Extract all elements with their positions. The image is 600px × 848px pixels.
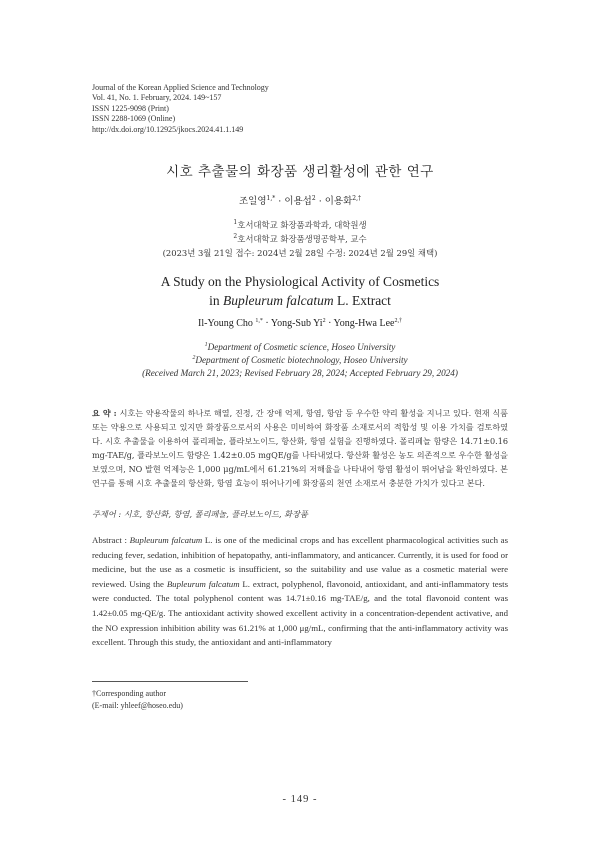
authors-english [0,318,600,329]
author-email[interactable]: (E-mail: yhleef@hoseo.edu) [92,701,183,710]
doi-link[interactable]: http://dx.doi.org/10.12925/jkocs.2024.41.1.149 [92,124,244,134]
title-english-line1: A Study on the Physiological Activity of Cosmetics [160,274,440,289]
abstract-korean [92,406,508,491]
author-2-sup: 2 [311,195,316,202]
author-1-sup: 1,* [266,195,276,202]
footnote [92,688,183,712]
authors-korean [0,193,600,207]
affiliation-en-2 [0,355,600,365]
author-1-name: Il-Young Cho [198,318,256,329]
affiliation-text: Department of Cosmetic biotechnology, Hoseo University [195,355,408,365]
dates-english: (Received March 21, 2023; Revised February 28, 2024; Accepted February 29, 2024) [142,368,458,378]
affiliation-text: 호서대학교 화장품과학과, 대학원생 [237,220,367,230]
issn-online: ISSN 2288-1069 (Online) [92,114,176,124]
abstract-korean-text: 시호는 약용작물의 하나로 해열, 진정, 간 장애 억제, 항염, 항암 등 우수한 약리 활성을 지니고 있다. 현재 식품 또는 약용으로 사용되고 있지만 화장품으로서의 사용은 미비하여 화장품 소재로서의 적합성 및 이용 가치를 검토하였다. 시호 추출물을 이용하여 폴리페놀, 플라보노이드, 항산화, 항염 실험을 진행하였다. 폴리페놀 함량은 14.71±0.16 mg-TAE/g, 플라보노이드 함량은 1.42±0.05 mgQE/g를 나타내었다. 항산화 활성은 농도 의존적으로 우수한 활성을 보였으며, NO 발현 억제능은 1,000 μg/mL에서 61.21%의 저해율을 나타내어 항염 활성이 뛰어남을 확인하였다. 본 연구를 통해 시호 추출물의 항산화, 항염 효능이 뛰어나기에 화장품의 천연 소재로서 충분한 가치가 있다고 본다. [92,408,508,489]
affiliation-en-1 [0,342,600,352]
author-3-name: Yong-Hwa Lee [333,318,395,329]
abstract-english [92,533,508,650]
title-english-line2 [0,291,600,310]
author-3-name: 이용화 [324,196,353,207]
title-text: in [209,293,223,308]
affiliation-ko-2 [0,233,600,245]
author-2-name: 이용섭 [284,196,312,207]
author-separator: · [325,318,334,329]
author-3-sup: 2,† [394,318,402,324]
dates-korean: (2023년 3월 21일 접수: 2024년 2월 28일 수정: 2024년 2월 29일 채택) [162,248,438,258]
corresponding-author: †Corresponding author [92,689,166,698]
affiliation-text: 호서대학교 화장품생명공학부, 교수 [237,234,367,244]
author-1-sup: 1,* [255,318,263,324]
species-name: Bupleurum falcatum [129,535,203,545]
affiliation-number: 1 [204,342,208,348]
affiliation-ko-1 [0,219,600,231]
affiliation-number: 1 [233,219,238,226]
author-1-name: 조일영 [238,196,267,207]
author-separator: · [262,318,271,329]
journal-header [92,83,269,135]
species-name: Bupleurum falcatum [166,578,240,589]
affiliation-text: Department of Cosmetic science, Hoseo University [207,342,396,352]
affiliation-number: 2 [192,355,196,361]
abstract-korean-label: 요 약 : [92,408,117,418]
title-korean: 시호 추출물의 화장품 생리활성에 관한 연구 [166,164,434,180]
species-name: Bupleurum falcatum [222,293,334,308]
author-separator: · [315,196,325,207]
title-text: L. Extract [333,293,391,308]
author-separator: · [275,196,285,207]
keywords-korean: 주제어 : 시호, 항산화, 항염, 폴리페놀, 플라보노이드, 화장품 [92,509,308,519]
author-2-sup: 2 [322,318,326,324]
title-english [0,272,600,310]
issn-print: ISSN 1225-9098 (Print) [92,103,169,113]
abstract-english-text: L. is one of the medicinal crops and has excellent pharmacological activities such as reducing fever, sedation, inhibition of hepatopathy, anti-inflammatory, and anticancer. Currently, it is used for food or medicine, but the use as a cosmetic is insufficient, so the suitability and use value as a cosmetic material were reviewed. Using the [92,535,508,589]
author-3-sup: 2,† [352,195,361,202]
page-number: - 149 - [282,794,318,805]
affiliation-number: 2 [233,233,238,240]
abstract-english-text: L. extract, polyphenol, flavonoid, antioxidant, and anti-inflammatory tests were conducted. The total polyphenol content was 14.71±0.16 mg-TAE/g, and the total flavonoid content was 1.42±0.05 mg-QE/g. The antioxidant activity showed excellent activity in a concentration-dependent activative, and the NO expression inhibition ability was 61.21% at 1,000 μg/mL, confirming that the anti-inflammatory activity was excellent. Through this study, the antioxidant and anti-inflammatory [92,578,509,648]
journal-name: Journal of the Korean Applied Science and Technology [92,83,269,92]
abstract-english-label: Abstract : [92,535,130,545]
footnote-divider [92,681,248,682]
author-2-name: Yong-Sub Yi [270,318,323,329]
journal-volume: Vol. 41, No. 1. February, 2024. 149~157 [92,93,222,103]
